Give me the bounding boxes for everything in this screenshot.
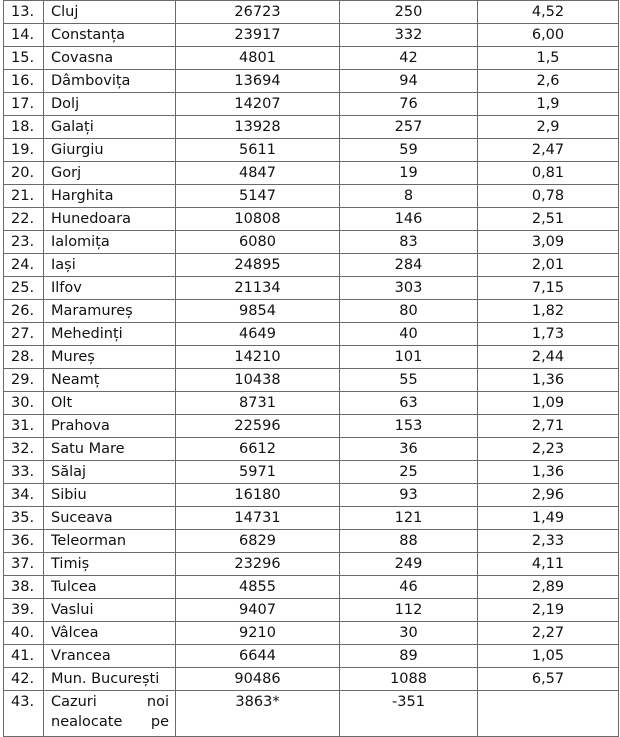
new-cases-cell: 250 (340, 1, 478, 24)
total-cases-cell: 4847 (176, 162, 340, 185)
total-cases-cell: 5611 (176, 139, 340, 162)
row-number-cell: 22. (4, 208, 44, 231)
county-name-word: pe (150, 714, 169, 730)
total-cases-cell: 16180 (176, 484, 340, 507)
table-row (4, 231, 619, 254)
total-cases-cell: 13694 (176, 70, 340, 93)
total-cases-cell: 10808 (176, 208, 340, 231)
county-name-line (51, 712, 169, 732)
table-row (4, 70, 619, 93)
incidence-rate-cell: 1,09 (478, 392, 619, 415)
new-cases-cell: 112 (340, 599, 478, 622)
county-cases-table-container (3, 0, 618, 737)
new-cases-cell: 146 (340, 208, 478, 231)
total-cases-cell: 14210 (176, 346, 340, 369)
county-name-cell: Sălaj (44, 461, 176, 484)
table-row (4, 346, 619, 369)
row-number-cell: 34. (4, 484, 44, 507)
row-number-cell: 33. (4, 461, 44, 484)
new-cases-cell: 36 (340, 438, 478, 461)
table-row (4, 139, 619, 162)
table-row (4, 392, 619, 415)
new-cases-cell: 19 (340, 162, 478, 185)
total-cases-cell: 9210 (176, 622, 340, 645)
new-cases-cell: 153 (340, 415, 478, 438)
new-cases-cell: 249 (340, 553, 478, 576)
total-cases-cell: 6612 (176, 438, 340, 461)
total-cases-cell: 4855 (176, 576, 340, 599)
new-cases-cell: 121 (340, 507, 478, 530)
incidence-rate-cell: 1,9 (478, 93, 619, 116)
incidence-rate-cell: 1,5 (478, 47, 619, 70)
county-name-cell: Ialomița (44, 231, 176, 254)
row-number-cell: 39. (4, 599, 44, 622)
table-row (4, 93, 619, 116)
total-cases-cell: 13928 (176, 116, 340, 139)
county-name-word: nealocate (51, 714, 123, 730)
row-number-cell: 36. (4, 530, 44, 553)
row-number-cell: 25. (4, 277, 44, 300)
table-row (4, 323, 619, 346)
new-cases-cell: 303 (340, 277, 478, 300)
incidence-rate-cell: 1,36 (478, 461, 619, 484)
row-number-cell: 40. (4, 622, 44, 645)
incidence-rate-cell: 2,44 (478, 346, 619, 369)
county-name-cell: Dolj (44, 93, 176, 116)
new-cases-cell: 94 (340, 70, 478, 93)
incidence-rate-cell: 2,9 (478, 116, 619, 139)
incidence-rate-cell: 2,96 (478, 484, 619, 507)
county-name-line (51, 692, 169, 712)
row-number-cell: 32. (4, 438, 44, 461)
new-cases-cell: -351 (340, 691, 478, 737)
incidence-rate-cell: 2,47 (478, 139, 619, 162)
new-cases-cell: 332 (340, 24, 478, 47)
incidence-rate-cell: 2,01 (478, 254, 619, 277)
total-cases-cell: 6829 (176, 530, 340, 553)
incidence-rate-cell: 6,57 (478, 668, 619, 691)
row-number-cell: 31. (4, 415, 44, 438)
table-row (4, 507, 619, 530)
incidence-rate-cell: 1,49 (478, 507, 619, 530)
incidence-rate-cell: 0,78 (478, 185, 619, 208)
row-number-cell: 38. (4, 576, 44, 599)
table-row (4, 185, 619, 208)
row-number-cell: 16. (4, 70, 44, 93)
row-number-cell: 23. (4, 231, 44, 254)
table-row (4, 277, 619, 300)
row-number-cell: 29. (4, 369, 44, 392)
total-cases-cell: 22596 (176, 415, 340, 438)
incidence-rate-cell: 2,51 (478, 208, 619, 231)
incidence-rate-cell: 2,89 (478, 576, 619, 599)
total-cases-cell: 10438 (176, 369, 340, 392)
new-cases-cell: 101 (340, 346, 478, 369)
row-number-cell: 14. (4, 24, 44, 47)
total-cases-cell: 14731 (176, 507, 340, 530)
county-name-cell (44, 691, 176, 737)
incidence-rate-cell: 2,6 (478, 70, 619, 93)
incidence-rate-cell: 4,11 (478, 553, 619, 576)
row-number-cell: 37. (4, 553, 44, 576)
county-name-cell: Vaslui (44, 599, 176, 622)
new-cases-cell: 63 (340, 392, 478, 415)
incidence-rate-cell: 7,15 (478, 277, 619, 300)
incidence-rate-cell: 1,36 (478, 369, 619, 392)
incidence-rate-cell: 2,19 (478, 599, 619, 622)
county-name-cell: Prahova (44, 415, 176, 438)
new-cases-cell: 257 (340, 116, 478, 139)
table-row (4, 530, 619, 553)
table-row (4, 369, 619, 392)
total-cases-cell: 6080 (176, 231, 340, 254)
county-name-cell: Galați (44, 116, 176, 139)
row-number-cell: 26. (4, 300, 44, 323)
table-row (4, 668, 619, 691)
table-row-unallocated (4, 691, 619, 737)
table-row (4, 47, 619, 70)
total-cases-cell: 24895 (176, 254, 340, 277)
county-name-cell: Suceava (44, 507, 176, 530)
row-number-cell: 17. (4, 93, 44, 116)
county-name-cell: Neamț (44, 369, 176, 392)
table-row (4, 116, 619, 139)
incidence-rate-cell: 1,73 (478, 323, 619, 346)
table-row (4, 24, 619, 47)
county-name-cell: Vâlcea (44, 622, 176, 645)
table-row (4, 599, 619, 622)
new-cases-cell: 30 (340, 622, 478, 645)
new-cases-cell: 46 (340, 576, 478, 599)
table-row (4, 645, 619, 668)
new-cases-cell: 89 (340, 645, 478, 668)
total-cases-cell: 3863* (176, 691, 340, 737)
total-cases-cell: 9854 (176, 300, 340, 323)
new-cases-cell: 1088 (340, 668, 478, 691)
row-number-cell: 28. (4, 346, 44, 369)
county-name-cell: Teleorman (44, 530, 176, 553)
table-row (4, 553, 619, 576)
row-number-cell: 19. (4, 139, 44, 162)
table-row (4, 484, 619, 507)
incidence-rate-cell: 1,82 (478, 300, 619, 323)
table-row (4, 208, 619, 231)
total-cases-cell: 21134 (176, 277, 340, 300)
table-row (4, 438, 619, 461)
county-name-cell: Gorj (44, 162, 176, 185)
incidence-rate-cell: 2,23 (478, 438, 619, 461)
total-cases-cell: 9407 (176, 599, 340, 622)
total-cases-cell: 14207 (176, 93, 340, 116)
row-number-cell: 43. (4, 691, 44, 737)
new-cases-cell: 88 (340, 530, 478, 553)
row-number-cell: 20. (4, 162, 44, 185)
new-cases-cell: 284 (340, 254, 478, 277)
total-cases-cell: 8731 (176, 392, 340, 415)
incidence-rate-cell: 1,05 (478, 645, 619, 668)
new-cases-cell: 76 (340, 93, 478, 116)
county-name-cell: Sibiu (44, 484, 176, 507)
table-row (4, 415, 619, 438)
row-number-cell: 30. (4, 392, 44, 415)
county-name-cell: Ilfov (44, 277, 176, 300)
county-name-cell: Harghita (44, 185, 176, 208)
row-number-cell: 42. (4, 668, 44, 691)
county-name-cell: Maramureș (44, 300, 176, 323)
county-name-cell: Mehedinți (44, 323, 176, 346)
incidence-rate-cell: 3,09 (478, 231, 619, 254)
total-cases-cell: 4649 (176, 323, 340, 346)
new-cases-cell: 59 (340, 139, 478, 162)
table-row (4, 300, 619, 323)
table-row (4, 254, 619, 277)
county-name-cell: Iași (44, 254, 176, 277)
total-cases-cell: 90486 (176, 668, 340, 691)
total-cases-cell: 23917 (176, 24, 340, 47)
table-row (4, 622, 619, 645)
incidence-rate-cell: 2,71 (478, 415, 619, 438)
total-cases-cell: 23296 (176, 553, 340, 576)
row-number-cell: 15. (4, 47, 44, 70)
new-cases-cell: 40 (340, 323, 478, 346)
total-cases-cell: 26723 (176, 1, 340, 24)
county-name-cell: Covasna (44, 47, 176, 70)
total-cases-cell: 5971 (176, 461, 340, 484)
county-name-cell: Mureș (44, 346, 176, 369)
county-name-cell: Dâmbovița (44, 70, 176, 93)
incidence-rate-cell: 2,27 (478, 622, 619, 645)
table-body (4, 1, 619, 737)
county-cases-table (3, 0, 619, 737)
table-row (4, 461, 619, 484)
new-cases-cell: 80 (340, 300, 478, 323)
total-cases-cell: 4801 (176, 47, 340, 70)
row-number-cell: 27. (4, 323, 44, 346)
new-cases-cell: 42 (340, 47, 478, 70)
county-name-cell: Vrancea (44, 645, 176, 668)
county-name-cell: Olt (44, 392, 176, 415)
row-number-cell: 35. (4, 507, 44, 530)
new-cases-cell: 93 (340, 484, 478, 507)
row-number-cell: 21. (4, 185, 44, 208)
incidence-rate-cell: 2,33 (478, 530, 619, 553)
county-name-cell: Tulcea (44, 576, 176, 599)
total-cases-cell: 5147 (176, 185, 340, 208)
row-number-cell: 41. (4, 645, 44, 668)
incidence-rate-cell (478, 691, 619, 737)
new-cases-cell: 55 (340, 369, 478, 392)
incidence-rate-cell: 6,00 (478, 24, 619, 47)
county-name-cell: Satu Mare (44, 438, 176, 461)
table-row (4, 1, 619, 24)
county-name-cell: Constanța (44, 24, 176, 47)
county-name-word: noi (146, 694, 169, 710)
row-number-cell: 18. (4, 116, 44, 139)
county-name-cell: Hunedoara (44, 208, 176, 231)
new-cases-cell: 8 (340, 185, 478, 208)
table-row (4, 576, 619, 599)
county-name-word: Cazuri (51, 694, 97, 710)
new-cases-cell: 83 (340, 231, 478, 254)
county-name-cell: Mun. București (44, 668, 176, 691)
county-name-cell: Timiș (44, 553, 176, 576)
table-row (4, 162, 619, 185)
new-cases-cell: 25 (340, 461, 478, 484)
incidence-rate-cell: 0,81 (478, 162, 619, 185)
county-name-cell: Giurgiu (44, 139, 176, 162)
total-cases-cell: 6644 (176, 645, 340, 668)
row-number-cell: 13. (4, 1, 44, 24)
county-name-cell: Cluj (44, 1, 176, 24)
row-number-cell: 24. (4, 254, 44, 277)
incidence-rate-cell: 4,52 (478, 1, 619, 24)
